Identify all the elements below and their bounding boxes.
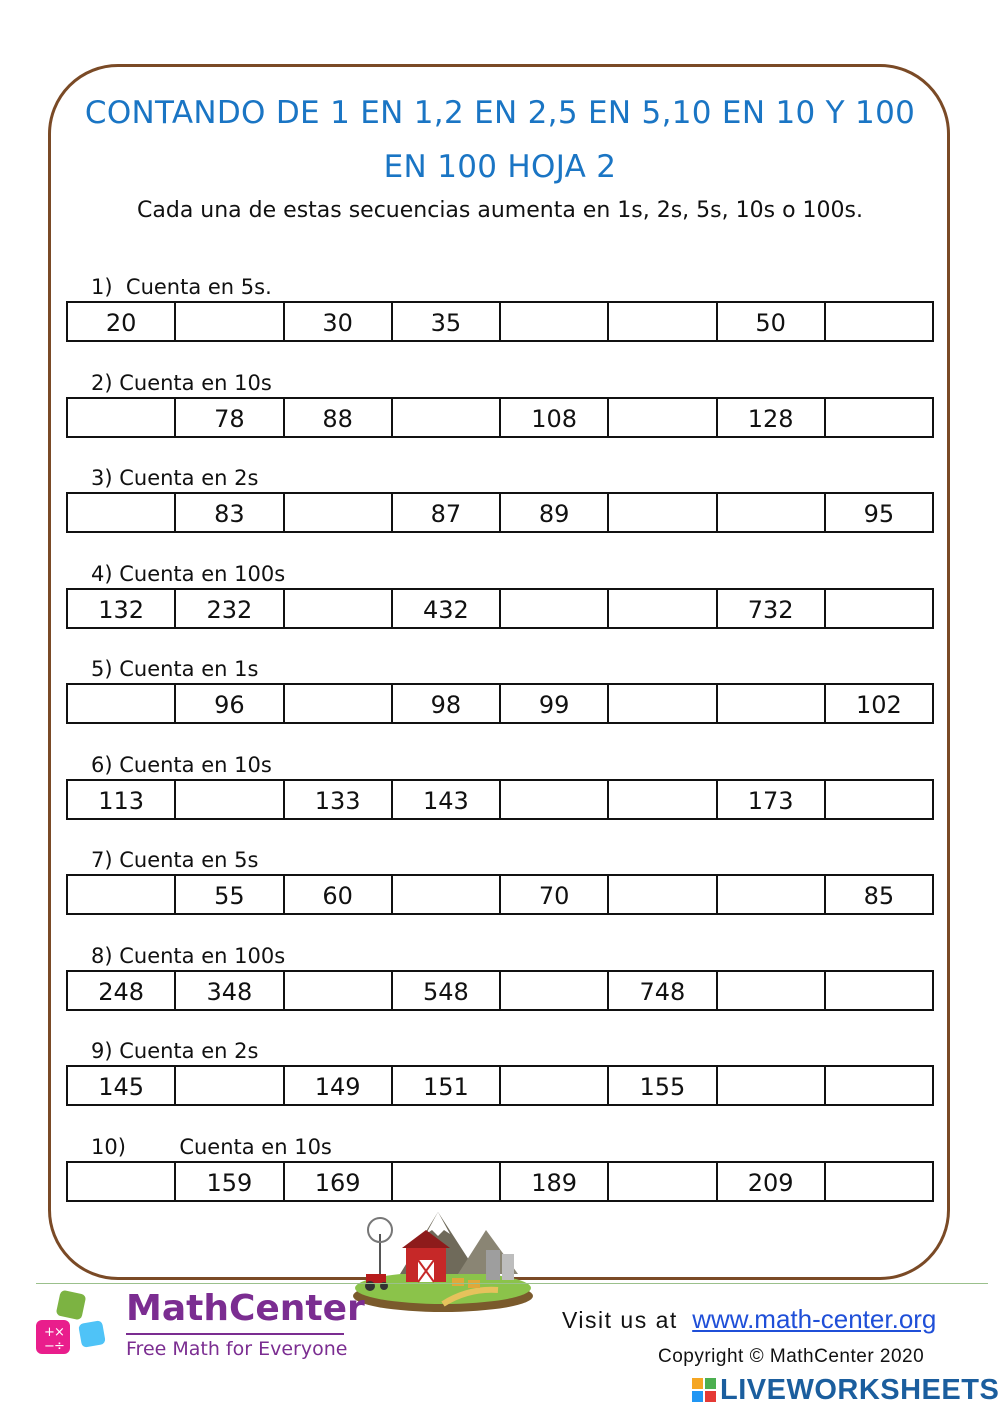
answer-cell[interactable] [501, 1067, 609, 1104]
sequence-row [66, 1065, 934, 1106]
given-number-cell: 155 [609, 1067, 717, 1104]
given-number-cell: 78 [176, 399, 284, 436]
problem-label: 10) Cuenta en 10s [91, 1135, 332, 1159]
problem-label: 3) Cuenta en 2s [91, 466, 259, 490]
given-number-cell: 83 [176, 494, 284, 531]
visit-label: Visit us at [562, 1307, 678, 1333]
footer-divider [36, 1283, 988, 1284]
given-number-cell: 85 [863, 881, 895, 910]
answer-cell[interactable] [501, 972, 609, 1009]
answer-cell[interactable] [609, 399, 717, 436]
given-number-cell: 70 [501, 876, 609, 913]
problem-label: 6) Cuenta en 10s [91, 753, 272, 777]
website-link[interactable]: www.math-center.org [692, 1304, 937, 1334]
answer-cell[interactable] [609, 876, 717, 913]
given-number-cell: 145 [68, 1067, 176, 1104]
sequence-row [66, 874, 934, 915]
svg-text:+: + [44, 1325, 55, 1340]
answer-cell[interactable] [609, 590, 717, 627]
given-number-cell: 248 [68, 972, 176, 1009]
given-number-cell: 99 [501, 685, 609, 722]
answer-cell[interactable] [68, 494, 176, 531]
instructions: Cada una de estas secuencias aumenta en 1s, 2s, 5s, 10s o 100s. [137, 198, 863, 223]
problem-label: 2) Cuenta en 10s [91, 371, 272, 395]
given-number-cell: 88 [285, 399, 393, 436]
given-number-cell: 732 [718, 590, 826, 627]
given-number-cell: 128 [718, 399, 826, 436]
given-number-cell: 143 [393, 781, 501, 818]
worksheet-title [60, 86, 940, 194]
sequence-row [66, 301, 934, 342]
answer-cell[interactable] [718, 876, 826, 913]
given-number-cell: 159 [176, 1163, 284, 1200]
answer-cell[interactable] [826, 1067, 932, 1104]
given-number-cell: 20 [68, 303, 176, 340]
liveworksheets-text: LIVEWORKSHEETS [720, 1373, 1000, 1406]
answer-cell[interactable] [176, 303, 284, 340]
answer-cell[interactable] [609, 303, 717, 340]
liveworksheets-logo[interactable] [692, 1374, 999, 1406]
svg-text:−: − [44, 1339, 55, 1354]
answer-cell[interactable] [609, 1163, 717, 1200]
sequence-row [66, 397, 934, 438]
answer-cell[interactable] [718, 1067, 826, 1104]
answer-cell[interactable] [393, 1163, 501, 1200]
answer-cell[interactable] [718, 685, 826, 722]
answer-cell[interactable] [718, 972, 826, 1009]
brand-tagline: Free Math for Everyone [126, 1338, 348, 1360]
answer-cell[interactable] [285, 685, 393, 722]
problem-label: 9) Cuenta en 2s [91, 1039, 259, 1063]
farm-illustration-icon [348, 1204, 538, 1314]
answer-cell[interactable] [718, 494, 826, 531]
given-number-cell: 35 [393, 303, 501, 340]
liveworksheets-icon [692, 1378, 716, 1402]
answer-cell[interactable] [393, 399, 501, 436]
given-number-cell: 108 [501, 399, 609, 436]
svg-text:×: × [54, 1325, 65, 1340]
visit-us [562, 1304, 936, 1335]
given-number-cell: 209 [718, 1163, 826, 1200]
answer-cell[interactable] [176, 1067, 284, 1104]
sequence-row [66, 779, 934, 820]
answer-cell[interactable] [826, 781, 932, 818]
given-number-cell: 55 [176, 876, 284, 913]
answer-cell[interactable] [826, 303, 932, 340]
given-number-cell: 173 [718, 781, 826, 818]
given-number-cell: 102 [855, 690, 902, 719]
answer-cell[interactable] [826, 1163, 932, 1200]
given-number-cell: 169 [285, 1163, 393, 1200]
given-number-cell: 133 [285, 781, 393, 818]
brand-underline [126, 1333, 344, 1335]
answer-cell[interactable] [609, 685, 717, 722]
given-number-cell: 98 [393, 685, 501, 722]
given-number-cell: 60 [285, 876, 393, 913]
sequence-row [66, 492, 934, 533]
answer-cell[interactable] [826, 972, 932, 1009]
problem-label: 1) Cuenta en 5s. [91, 275, 272, 299]
answer-cell[interactable] [68, 876, 176, 913]
given-number-cell: 432 [393, 590, 501, 627]
given-number-cell: 189 [501, 1163, 609, 1200]
dice-logo-icon [34, 1290, 114, 1370]
given-number-cell: 548 [393, 972, 501, 1009]
given-number-cell: 89 [501, 494, 609, 531]
svg-text:÷: ÷ [54, 1339, 65, 1354]
given-number-cell: 113 [68, 781, 176, 818]
answer-cell[interactable] [68, 685, 176, 722]
given-number-cell: 50 [718, 303, 826, 340]
sequence-row [66, 1161, 934, 1202]
problem-label: 5) Cuenta en 1s [91, 657, 259, 681]
sequence-row [66, 588, 934, 629]
given-number-cell: 87 [393, 494, 501, 531]
given-number-cell: 30 [285, 303, 393, 340]
answer-cell[interactable] [285, 590, 393, 627]
answer-cell[interactable] [68, 399, 176, 436]
title-line-2: EN 100 HOJA 2 [383, 149, 617, 185]
given-number-cell: 95 [863, 499, 895, 528]
given-number-cell: 348 [176, 972, 284, 1009]
answer-cell[interactable] [393, 876, 501, 913]
brand-name: MathCenter [126, 1288, 365, 1329]
given-number-cell: 748 [609, 972, 717, 1009]
given-number-cell: 96 [176, 685, 284, 722]
answer-cell[interactable] [609, 494, 717, 531]
answer-cell[interactable] [501, 303, 609, 340]
given-number-cell: 132 [68, 590, 176, 627]
answer-cell[interactable] [501, 781, 609, 818]
copyright: Copyright © MathCenter 2020 [658, 1346, 925, 1367]
answer-cell[interactable] [285, 972, 393, 1009]
given-number-cell: 232 [176, 590, 284, 627]
answer-cell[interactable] [826, 590, 932, 627]
sequence-row [66, 970, 934, 1011]
problem-label: 7) Cuenta en 5s [91, 848, 259, 872]
given-number-cell: 149 [285, 1067, 393, 1104]
given-number-cell: 151 [393, 1067, 501, 1104]
answer-cell[interactable] [501, 590, 609, 627]
answer-cell[interactable] [68, 1163, 176, 1200]
problem-label: 8) Cuenta en 100s [91, 944, 286, 968]
answer-cell[interactable] [826, 399, 932, 436]
answer-cell[interactable] [609, 781, 717, 818]
sequence-row [66, 683, 934, 724]
answer-cell[interactable] [176, 781, 284, 818]
answer-cell[interactable] [285, 494, 393, 531]
title-line-1: CONTANDO DE 1 EN 1,2 EN 2,5 EN 5,10 EN 10 Y 100 [84, 95, 916, 131]
problem-label: 4) Cuenta en 100s [91, 562, 286, 586]
